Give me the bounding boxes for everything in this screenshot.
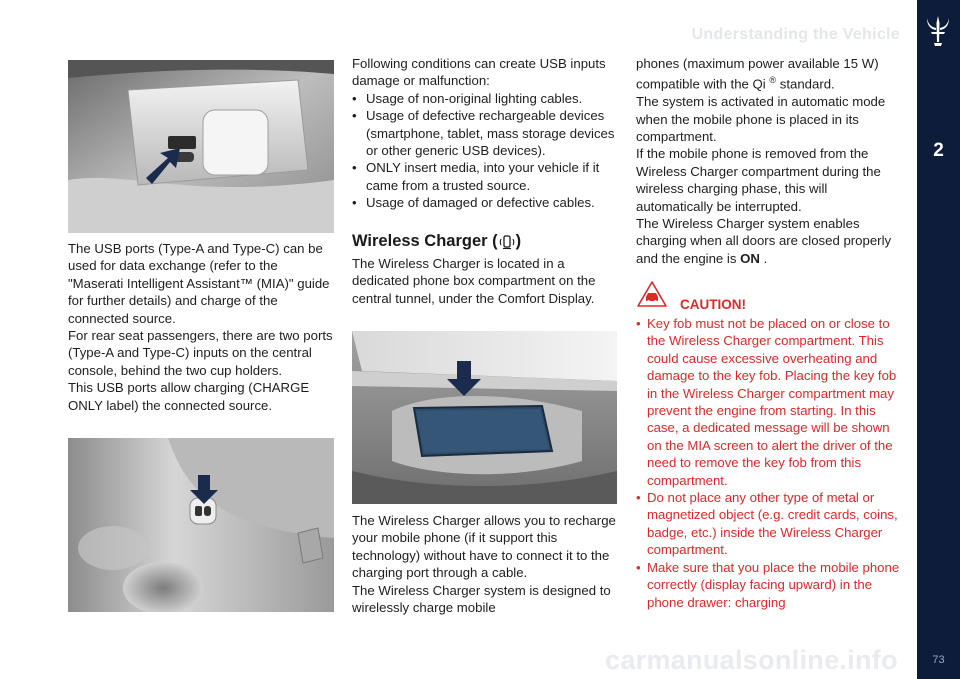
caution-list	[636, 315, 906, 611]
list-item: • ONLY insert media, into your vehicle if it came from a trusted source.	[352, 159, 617, 194]
wireless-charger-photo	[352, 331, 617, 504]
paragraph: The system is activated in automatic mode when the mobile phone is placed in its compartment.	[636, 94, 886, 145]
text-segment: phones (maximum power available 15 W) compatible with the Qi	[636, 56, 879, 92]
page-number: 73	[932, 654, 945, 666]
text-segment: .	[763, 250, 768, 266]
heading-text: Wireless Charger (	[352, 232, 498, 250]
paragraph: If the mobile phone is removed from the Wireless Charger compartment during the wireless charging phase, this will automatically be interrupted.	[636, 146, 881, 214]
list-item: • Key fob must not be placed on or close to the Wireless Charger compartment. This could cause excessive overheating and damage to the key fob. Placing the key fob in the Wireless Charger compartment may prevent the engine from starting. In this case, a dedicated message will be shown on the MIA screen to alert the driver of the need to remove the key fob from this compartment.	[636, 315, 906, 489]
watermark-text: carmanualsonline.info	[605, 645, 898, 675]
wireless-charger-icon	[499, 234, 515, 250]
paragraph: The USB ports (Type-A and Type-C) can be used for data exchange (refer to the "Maserati Intelligent Assistant™ (MIA)" guide for further details) and charge of the connected source.	[68, 241, 330, 326]
paragraph: The Wireless Charger system is designed to wirelessly charge mobile	[352, 582, 611, 616]
paragraph: For rear seat passengers, there are two ports (Type-A and Type-C) inputs on the central console, behind the two cup holders.	[68, 328, 333, 378]
paragraph: The Wireless Charger allows you to recharge your mobile phone (if it support this technology) without have to connect it to the charging port through a cable.	[352, 513, 616, 581]
heading-text: )	[515, 232, 522, 250]
list-item: • Do not place any other type of metal or magnetized object (e.g. credit cards, coins, badge, etc.) inside the Wireless Charger compartment.	[636, 489, 906, 559]
list-item: • Make sure that you place the mobile phone correctly (display facing upward) in the phone drawer: charging	[636, 559, 906, 611]
maserati-trident-icon	[924, 14, 952, 48]
usb-ports-rear-photo	[68, 438, 334, 612]
wireless-charger-heading	[352, 232, 521, 251]
paragraph: This USB ports allow charging (CHARGE ONLY label) the connected source.	[68, 380, 310, 413]
text-segment: standard.	[779, 76, 835, 92]
engine-on-label: ON	[740, 250, 760, 266]
registered-mark: ®	[769, 75, 777, 86]
paragraph	[636, 55, 904, 93]
wireless-charger-operation	[636, 55, 904, 267]
usb-ports-front-photo	[68, 60, 334, 233]
paragraph: Following conditions can create USB inputs damage or malfunction:	[352, 56, 606, 89]
paragraph	[636, 215, 904, 267]
conditions-list	[352, 90, 617, 212]
list-item: • Usage of non-original lighting cables.	[352, 90, 617, 107]
usb-description	[68, 240, 336, 414]
usb-damage-conditions	[352, 55, 617, 212]
list-item: • Usage of damaged or defective cables.	[352, 194, 617, 211]
caution-title: CAUTION!	[680, 297, 746, 312]
caution-items	[636, 315, 906, 611]
chapter-number: 2	[933, 140, 944, 161]
wireless-charger-details	[352, 512, 620, 616]
chapter-sidebar	[917, 0, 960, 679]
section-title: Understanding the Vehicle	[691, 26, 900, 43]
list-item: • Usage of defective rechargeable devices (smartphone, tablet, mass storage devices or other generic USB devices).	[352, 107, 617, 159]
text-segment: The Wireless Charger system enables charging when all doors are closed properly and the engine is	[636, 216, 892, 266]
wireless-description: The Wireless Charger is located in a dedicated phone box compartment on the central tunnel, under the Comfort Display.	[352, 256, 596, 306]
caution-car-icon	[636, 280, 668, 308]
